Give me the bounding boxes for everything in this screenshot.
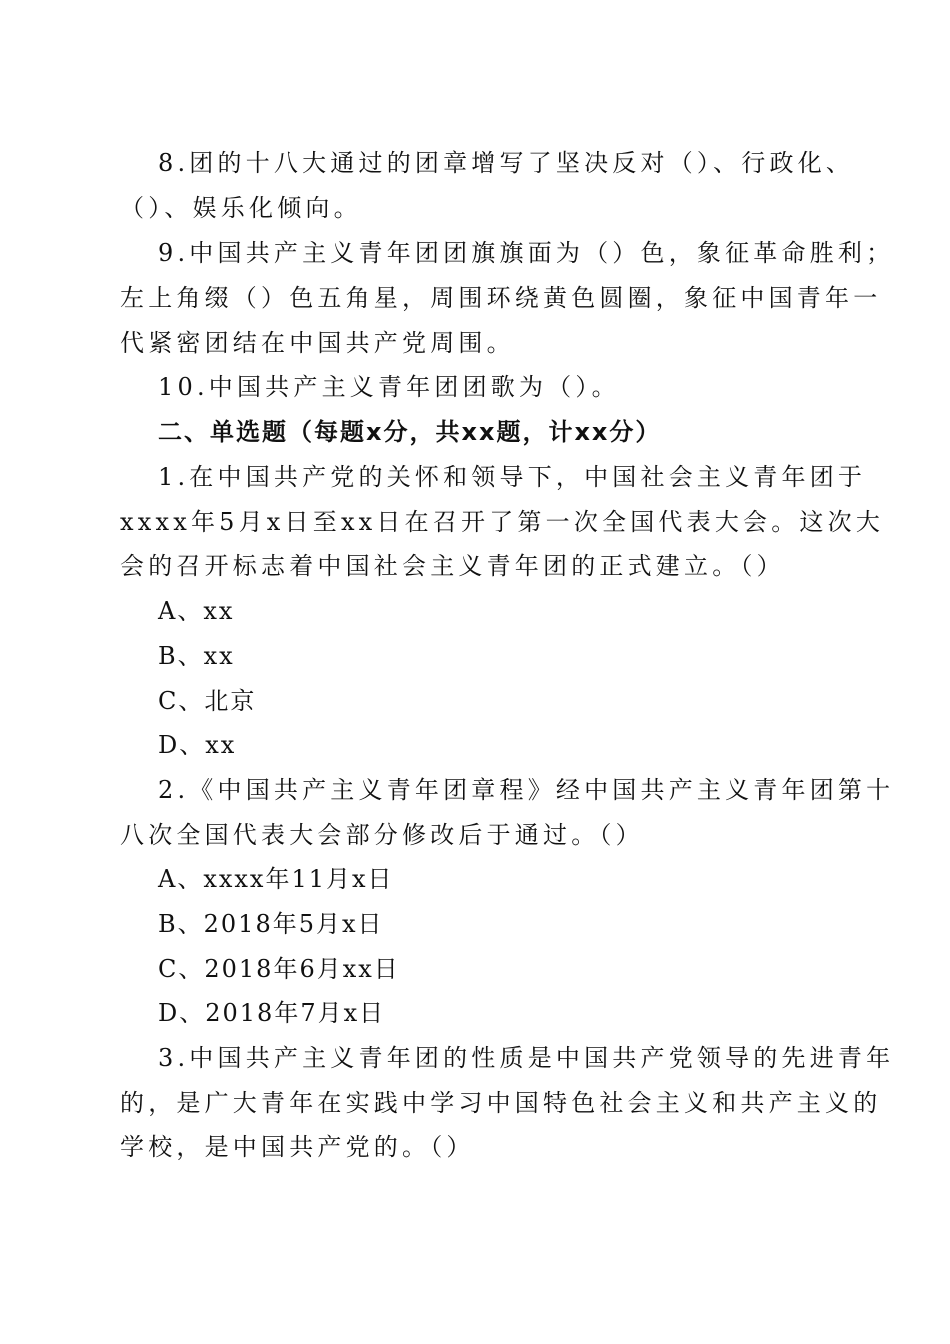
question-2-option-d: D、2018年7月x日 [158, 999, 386, 1027]
question-2-line-1: 2.《中国共产主义青年团章程》经中国共产主义青年团第十 [158, 776, 895, 804]
question-2-line-2: 八次全国代表大会部分修改后于通过。（） [120, 821, 644, 849]
question-1-option-b: B、xx [158, 642, 235, 670]
question-1-option-c: C、北京 [158, 687, 257, 715]
question-2-option-b: B、2018年5月x日 [158, 910, 384, 938]
question-8-line-1: 8.团的十八大通过的团章增写了坚决反对（）、行政化、 [158, 149, 855, 177]
question-10-line-1: 10.中国共产主义青年团团歌为（）。 [158, 373, 620, 401]
question-2-option-a: A、xxxx年11月x日 [158, 865, 394, 893]
question-3-line-2: 的，是广大青年在实践中学习中国特色社会主义和共产主义的 [120, 1089, 882, 1117]
question-1-option-a: A、xx [158, 597, 235, 625]
section-heading-single-choice: 二、单选题（每题x分，共xx题，计xx分） [158, 418, 662, 446]
question-2-option-c: C、2018年6月xx日 [158, 955, 400, 983]
question-9-line-2: 左上角缀（）色五角星，周围环绕黄色圆圈，象征中国青年一 [120, 284, 882, 312]
question-1-line-1: 1.在中国共产党的关怀和领导下，中国社会主义青年团于 [158, 463, 867, 491]
question-1-option-d: D、xx [158, 731, 237, 759]
question-9-line-3: 代紧密团结在中国共产党周围。 [120, 329, 515, 357]
question-1-line-2: xxxx年5月x日至xx日在召开了第一次全国代表大会。这次大 [120, 508, 885, 536]
question-3-line-1: 3.中国共产主义青年团的性质是中国共产党领导的先进青年 [158, 1044, 895, 1072]
question-8-line-2: （）、娱乐化倾向。 [120, 194, 362, 222]
question-1-line-3: 会的召开标志着中国社会主义青年团的正式建立。（） [120, 552, 785, 580]
question-9-line-1: 9.中国共产主义青年团团旗旗面为（）色，象征革命胜利； [158, 239, 895, 267]
question-3-line-3: 学校，是中国共产党的。（） [120, 1133, 475, 1161]
